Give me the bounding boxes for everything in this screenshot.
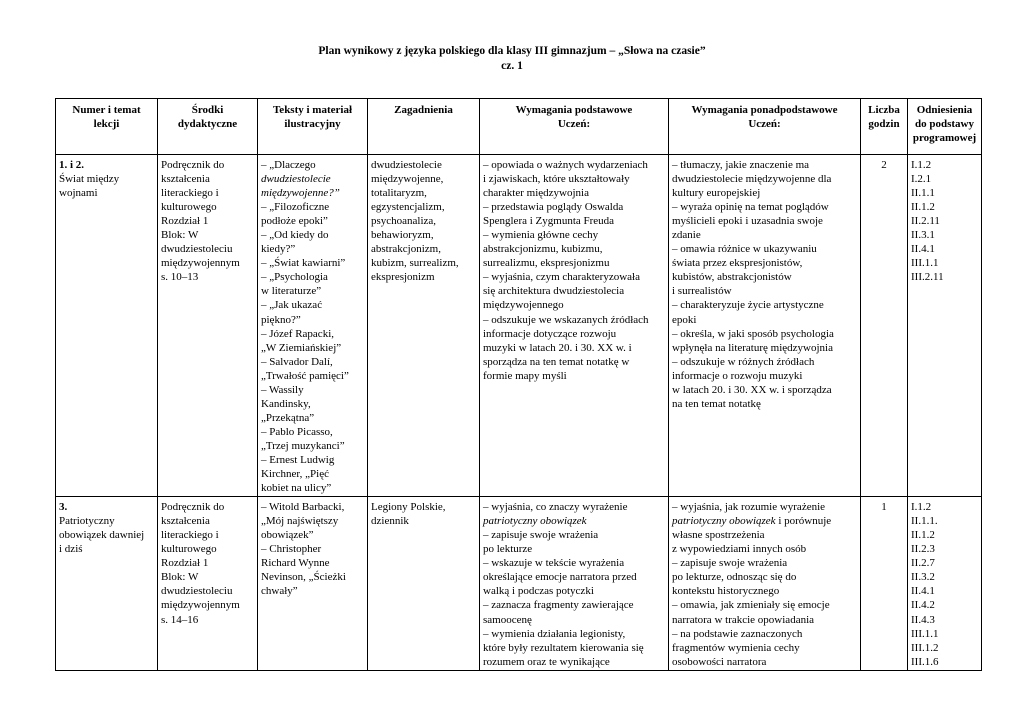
cell-line: – zapisuje swoje wrażenia — [483, 529, 599, 542]
cell-line: myślicieli epoki i uzasadnia swoje — [672, 215, 823, 228]
cell-line: kształcenia — [161, 515, 210, 528]
header-line: dydaktyczne — [177, 118, 238, 131]
cell-line: s. 10–13 — [161, 271, 199, 284]
cell-line: które były rezultatem kierowania się — [483, 641, 644, 654]
cell-line: „Przekątna” — [261, 411, 315, 424]
cell-line: abstrakcjonizm, — [371, 243, 441, 256]
header-lesson — [56, 99, 158, 155]
cell-line: na ten temat notatkę — [672, 397, 761, 410]
cell-line: wpłynęła na literaturę międzywojnia — [672, 341, 833, 354]
cell-line: – Pablo Picasso, — [261, 425, 333, 438]
cell-line: II.1.2 — [911, 201, 935, 214]
cell-line: obowiązek dawniej — [59, 529, 145, 542]
cell-line: III.2.11 — [911, 271, 944, 284]
cell-line: – Christopher — [261, 543, 322, 556]
header-line: do podstawy — [915, 118, 974, 131]
cell-means — [158, 497, 258, 671]
cell-line: Richard Wynne — [261, 557, 330, 570]
cell-line: samoocenę — [483, 613, 532, 626]
header-line: Numer i temat — [72, 104, 141, 116]
cell-line: „Trzej muzykanci” — [261, 439, 345, 452]
cell-basic — [480, 497, 669, 671]
cell-line: własne spostrzeżenia — [672, 529, 765, 542]
cell-line: fragmentów wymienia cechy — [672, 641, 800, 654]
cell-refs — [908, 497, 982, 671]
cell-line: – zapisuje swoje wrażenia — [672, 557, 788, 570]
cell-line: narratora w trakcie opowiadania — [672, 613, 815, 626]
cell-line: I.1.2 — [911, 501, 932, 514]
cell-line: literackiego i — [161, 529, 219, 542]
cell-line: „Mój najświętszy — [261, 515, 339, 528]
cell-line: II.4.3 — [911, 613, 935, 626]
header-means — [158, 99, 258, 155]
cell-line: informacje o rozwoju muzyki — [672, 369, 803, 382]
cell-line: – wymienia działania legionisty, — [483, 627, 626, 640]
cell-line — [261, 186, 364, 200]
lesson-number: 1. i 2. — [59, 159, 85, 171]
cell-line: „Trwałość pamięci” — [261, 369, 349, 382]
cell-line: sporządza na ten temat notatkę w — [483, 355, 630, 368]
cell-line: II.4.1 — [911, 243, 935, 256]
cell-line: – Witold Barbacki, — [261, 501, 345, 514]
cell-line: s. 14–16 — [161, 613, 199, 626]
cell-texts — [258, 497, 368, 671]
cell-line: – odszukuje w różnych źródłach — [672, 355, 815, 368]
cell-line: – wymienia główne cechy — [483, 229, 599, 242]
cell-advanced — [669, 155, 861, 497]
cell-line: Kandinsky, — [261, 397, 311, 410]
title-line-2: cz. 1 — [501, 60, 523, 72]
cell-basic — [480, 155, 669, 497]
cell-line: Patriotyczny — [59, 515, 115, 528]
cell-line: Podręcznik do — [161, 159, 225, 171]
cell-line: informacje dotyczące rozwoju — [483, 327, 617, 340]
cell-line: surrealizmu, ekspresjonizmu — [483, 257, 610, 270]
cell-line: rozumem oraz te wynikające — [483, 655, 610, 668]
cell-line: psychoanaliza, — [371, 215, 437, 228]
cell-line: egzystencjalizm, — [371, 201, 445, 214]
cell-line: chwały” — [261, 585, 298, 598]
cell-line — [261, 172, 364, 186]
cell-line: podłoże epoki” — [261, 215, 328, 228]
header-line: Środki — [191, 104, 224, 116]
cell-line: świata przez ekspresjonistów, — [672, 257, 803, 270]
header-texts — [258, 99, 368, 155]
cell-line: II.3.1 — [911, 229, 935, 242]
cell-line: II.1.2 — [911, 529, 935, 542]
lesson-number: 3. — [59, 501, 68, 514]
cell-line: – omawia, jak zmieniały się emocje — [672, 599, 830, 612]
cell-line: osobowości narratora — [672, 655, 767, 668]
cell-hours: 2 — [861, 155, 908, 497]
cell-line: wojnami — [59, 187, 98, 200]
cell-line: kubizm, surrealizm, — [371, 257, 459, 270]
cell-line: kulturowego — [161, 201, 217, 214]
header-refs — [908, 99, 982, 155]
cell-line: II.1.1. — [911, 515, 938, 528]
cell-lesson — [56, 497, 158, 671]
cell-line: kiedy?” — [261, 243, 296, 256]
cell-line: totalitaryzm, — [371, 187, 427, 200]
cell-line: międzywojennym — [161, 599, 240, 612]
cell-line: kontekstu historycznego — [672, 585, 780, 598]
table-row — [56, 155, 982, 497]
cell-line: „W Ziemiańskiej” — [261, 341, 342, 354]
cell-line: po lekturze — [483, 543, 533, 556]
cell-line: – omawia różnice w ukazywaniu — [672, 243, 817, 256]
header-line: Uczeń: — [748, 118, 781, 131]
cell-line: dwudziestolecie międzywojenne dla — [672, 173, 832, 186]
cell-line: III.1.1 — [911, 627, 939, 640]
cell-line: – Wassily — [261, 383, 304, 396]
cell-line: – wyraża opinię na temat poglądów — [672, 201, 829, 214]
cell-line — [483, 514, 665, 528]
cell-line: określające emocje narratora przed — [483, 571, 637, 584]
cell-lesson — [56, 155, 158, 497]
cell-line: – zaznacza fragmenty zawierające — [483, 599, 634, 612]
cell-line: II.4.2 — [911, 599, 935, 612]
cell-line: – „Od kiedy do — [261, 229, 329, 242]
cell-line: – wyjaśnia, co znaczy wyrażenie — [483, 501, 628, 514]
cell-refs — [908, 155, 982, 497]
table-row — [56, 497, 982, 671]
cell-line: III.1.2 — [911, 641, 939, 654]
cell-line: – wyjaśnia, jak rozumie wyrażenie — [672, 501, 826, 514]
cell-line: – charakteryzuje życie artystyczne — [672, 299, 824, 312]
table-body — [56, 155, 982, 671]
cell-line: zdanie — [672, 229, 701, 242]
cell-line: behawioryzm, — [371, 229, 434, 242]
cell-line — [672, 514, 857, 528]
cell-line: II.1.1 — [911, 187, 935, 200]
cell-line: – „Psychologia — [261, 271, 328, 284]
cell-line: – wyjaśnia, czym charakteryzowała — [483, 271, 640, 284]
cell-line: dwudziestoleciu — [161, 585, 233, 598]
cell-line: II.4.1 — [911, 585, 935, 598]
cell-advanced — [669, 497, 861, 671]
cell-line: Legiony Polskie, — [371, 501, 446, 514]
cell-line: obowiązek” — [261, 529, 314, 542]
cell-line: z wypowiedziami innych osób — [672, 543, 807, 556]
header-line: Teksty i materiał — [272, 104, 353, 116]
cell-line: Rozdział 1 — [161, 557, 209, 570]
cell-line: walką i podczas potyczki — [483, 585, 594, 598]
header-advanced — [669, 99, 861, 155]
plain-phrase: i porównuje — [775, 515, 832, 528]
cell-line: dwudziestolecie — [371, 159, 442, 171]
cell-line: epoki — [672, 313, 697, 326]
cell-line: – „Jak ukazać — [261, 299, 323, 312]
cell-line: kobiet na ulicy” — [261, 482, 332, 495]
cell-line: – wskazuje w tekście wyrażenia — [483, 557, 625, 570]
cell-line: – Józef Rapacki, — [261, 327, 334, 340]
cell-line: Blok: W — [161, 229, 199, 242]
cell-line: Spenglera i Zygmunta Freuda — [483, 215, 615, 228]
cell-hours: 1 — [861, 497, 908, 671]
italic-text: dwudziestolecie — [261, 173, 331, 186]
cell-line: II.2.3 — [911, 543, 935, 556]
cell-line: II.2.7 — [911, 557, 935, 570]
cell-line: III.1.6 — [911, 655, 939, 668]
cell-line: III.1.1 — [911, 257, 939, 270]
cell-line: I.1.2 — [911, 159, 932, 171]
italic-text: patriotyczny obowiązek — [483, 515, 587, 528]
cell-line: kulturowego — [161, 543, 217, 556]
cell-line: – „Filozoficzne — [261, 201, 330, 214]
cell-line: Świat między — [59, 173, 120, 186]
cell-line: formie mapy myśli — [483, 369, 567, 382]
cell-line: Podręcznik do — [161, 501, 225, 514]
cell-line: I.2.1 — [911, 173, 932, 186]
cell-line: ekspresjonizm — [371, 271, 435, 284]
cell-line: Kirchner, „Pięć — [261, 468, 329, 481]
header-line: Odniesienia — [916, 104, 973, 116]
cell-line: – Salvador Dalí, — [261, 355, 333, 368]
cell-issues — [368, 155, 480, 497]
cell-line: – „Świat kawiarni” — [261, 257, 346, 270]
cell-line: i zjawiskach, które ukształtowały — [483, 173, 630, 186]
cell-line: piękno?” — [261, 313, 301, 326]
header-hours — [861, 99, 908, 155]
cell-line: kultury europejskiej — [672, 187, 761, 200]
header-line: Liczba — [868, 104, 900, 116]
cell-texts — [258, 155, 368, 497]
cell-line: – opowiada o ważnych wydarzeniach — [483, 159, 648, 171]
header-issues — [368, 99, 480, 155]
cell-line: – na podstawie zaznaczonych — [672, 627, 803, 640]
cell-line: po lekturze, odnosząc się do — [672, 571, 797, 584]
cell-line: kubistów, abstrakcjonistów — [672, 271, 792, 284]
cell-means — [158, 155, 258, 497]
cell-line: i dziś — [59, 543, 83, 556]
cell-line: w latach 20. i 30. XX w. i sporządza — [672, 383, 832, 396]
italic-text: międzywojenne?” — [261, 187, 340, 200]
cell-line: – określa, w jaki sposób psychologia — [672, 327, 834, 340]
header-line: Wymagania ponadpodstawowe — [691, 104, 838, 116]
cell-line: II.3.2 — [911, 571, 935, 584]
header-row — [56, 99, 982, 155]
cell-line: – przedstawia poglądy Oswalda — [483, 201, 624, 214]
header-line: godzin — [868, 118, 900, 131]
cell-line: i surrealistów — [672, 285, 732, 298]
cell-line: w literaturze” — [261, 285, 322, 298]
cell-line: dziennik — [371, 515, 409, 528]
cell-line: – tłumaczy, jakie znaczenie ma — [672, 159, 810, 171]
document-title — [0, 44, 1024, 74]
cell-line: literackiego i — [161, 187, 219, 200]
cell-line: Rozdział 1 — [161, 215, 209, 228]
cell-line: muzyki w latach 20. i 30. XX w. i — [483, 341, 632, 354]
header-line: ilustracyjny — [284, 118, 341, 131]
cell-line: międzywojennego — [483, 299, 564, 312]
cell-line: kształcenia — [161, 173, 210, 186]
cell-line: charakter międzywojnia — [483, 187, 589, 200]
cell-line: się architektura dwudziestolecia — [483, 285, 625, 298]
italic-phrase: patriotyczny obowiązek — [672, 515, 776, 528]
plan-table — [55, 98, 982, 671]
cell-line: II.2.11 — [911, 215, 940, 228]
cell-line: dwudziestoleciu — [161, 243, 233, 256]
header-basic — [480, 99, 669, 155]
header-line: lekcji — [93, 118, 120, 131]
cell-line: Blok: W — [161, 571, 199, 584]
cell-line: międzywojenne, — [371, 173, 444, 186]
header-line: Zagadnienia — [394, 104, 453, 116]
cell-line: – Ernest Ludwig — [261, 453, 335, 466]
cell-line: abstrakcjonizmu, kubizmu, — [483, 243, 603, 256]
cell-line: – „Dlaczego — [261, 159, 316, 171]
header-line: programowej — [912, 132, 977, 145]
cell-line: międzywojennym — [161, 257, 240, 270]
cell-issues — [368, 497, 480, 671]
header-line: Uczeń: — [557, 118, 591, 131]
title-line-1: Plan wynikowy z języka polskiego dla klasy III gimnazjum – „Słowa na czasie” — [318, 45, 706, 57]
cell-line: – odszukuje we wskazanych źródłach — [483, 313, 649, 326]
header-line: Wymagania podstawowe — [515, 104, 633, 116]
cell-line: Nevinson, „Ścieżki — [261, 571, 346, 584]
